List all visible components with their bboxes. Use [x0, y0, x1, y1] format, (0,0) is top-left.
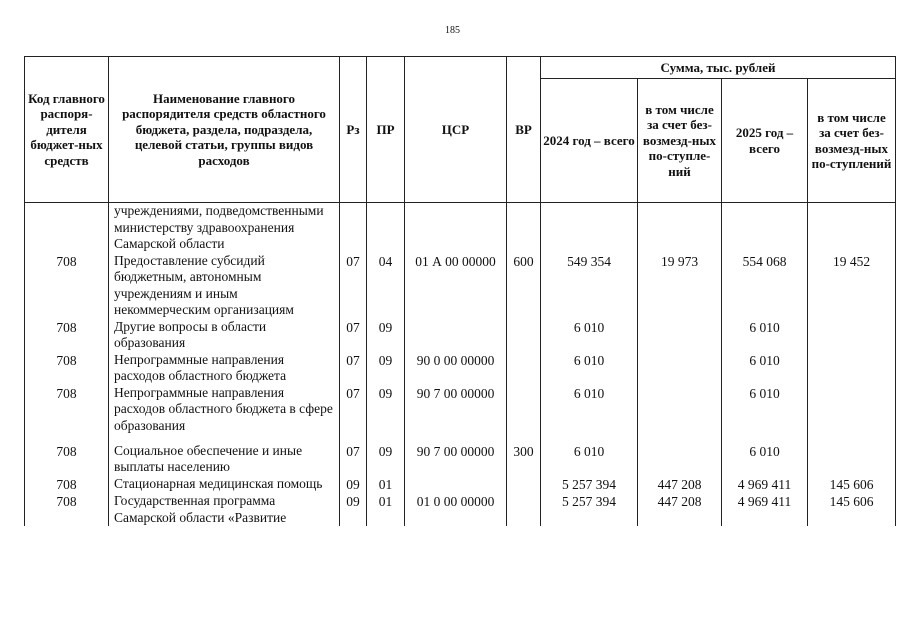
cell-vr: [507, 319, 541, 352]
header-sum-group: Сумма, тыс. рублей: [541, 57, 896, 79]
table-row: [25, 253, 896, 319]
cell-2024-total: 6 010: [541, 385, 638, 443]
header-code: Код главного распоря-дителя бюджет-ных средств: [25, 57, 109, 203]
continuation-text: учреждениями, подведомственными министерству здравоохранения Самарской области: [109, 203, 340, 253]
cell-rz: 07: [340, 443, 367, 476]
cell-vr: [507, 385, 541, 443]
header-2024-gratuitous: в том числе за счет без-возмезд-ных по-ступле-ний: [638, 79, 722, 203]
cell-2024-gratuitous: 447 208: [638, 493, 722, 526]
cell-vr: [507, 352, 541, 385]
cell-2024-gratuitous: [638, 443, 722, 476]
cell-2025-total: 6 010: [722, 443, 808, 476]
table-row: [25, 385, 896, 443]
cell-rz: 07: [340, 385, 367, 443]
cell-2024-total: 6 010: [541, 319, 638, 352]
header-vr: ВР: [507, 57, 541, 203]
cell-code: 708: [25, 443, 109, 476]
cell-csr: [405, 476, 507, 494]
cell-2024-total: 549 354: [541, 253, 638, 319]
cell-name: Стационарная медицинская помощь: [109, 476, 340, 494]
header-csr: ЦСР: [405, 57, 507, 203]
cell-2025-total: 4 969 411: [722, 476, 808, 494]
cell-code: 708: [25, 319, 109, 352]
table-header: [25, 57, 896, 203]
cell-pr: 01: [367, 493, 405, 526]
cell-csr: 01 А 00 00000: [405, 253, 507, 319]
cell-rz: 09: [340, 493, 367, 526]
cell-2024-total: 6 010: [541, 443, 638, 476]
cell-2024-gratuitous: [638, 352, 722, 385]
cell-2025-total: 6 010: [722, 385, 808, 443]
cell-2025-total: 6 010: [722, 319, 808, 352]
cell-2025-gratuitous: [808, 352, 896, 385]
cell-name: Государственная программа Самарской области «Развитие: [109, 493, 340, 526]
continuation-row: [25, 203, 896, 253]
cell-code: 708: [25, 493, 109, 526]
cell-vr: [507, 493, 541, 526]
cell-2025-gratuitous: [808, 319, 896, 352]
cell-pr: 09: [367, 319, 405, 352]
cell-pr: 01: [367, 476, 405, 494]
cell-csr: 01 0 00 00000: [405, 493, 507, 526]
cell-pr: 09: [367, 443, 405, 476]
cell-2024-gratuitous: [638, 385, 722, 443]
cell-2025-gratuitous: [808, 385, 896, 443]
table-row: [25, 319, 896, 352]
page-number: 185: [445, 25, 460, 36]
cell-rz: 09: [340, 476, 367, 494]
cell-rz: 07: [340, 352, 367, 385]
cell-pr: 04: [367, 253, 405, 319]
cell-csr: 90 7 00 00000: [405, 385, 507, 443]
table-row: [25, 352, 896, 385]
cell-2024-total: 5 257 394: [541, 476, 638, 494]
cell-2025-gratuitous: 145 606: [808, 476, 896, 494]
cell-name: Непрограммные направления расходов областного бюджета в сфере образования: [109, 385, 340, 443]
cell-csr: [405, 319, 507, 352]
cell-code: 708: [25, 352, 109, 385]
cell-name: Другие вопросы в области образования: [109, 319, 340, 352]
table-body: [25, 203, 896, 527]
cell-rz: 07: [340, 319, 367, 352]
cell-2024-gratuitous: [638, 319, 722, 352]
cell-2025-gratuitous: 19 452: [808, 253, 896, 319]
cell-pr: 09: [367, 385, 405, 443]
cell-code: 708: [25, 253, 109, 319]
table-row: [25, 476, 896, 494]
cell-2025-total: 4 969 411: [722, 493, 808, 526]
cell-code: 708: [25, 476, 109, 494]
cell-2025-gratuitous: [808, 443, 896, 476]
header-2025-gratuitous: в том числе за счет без-возмезд-ных по-ступлений: [808, 79, 896, 203]
cell-vr: [507, 476, 541, 494]
cell-csr: 90 7 00 00000: [405, 443, 507, 476]
cell-2024-total: 5 257 394: [541, 493, 638, 526]
header-2025-total: 2025 год – всего: [722, 79, 808, 203]
table-row: [25, 443, 896, 476]
cell-name: Непрограммные направления расходов областного бюджета: [109, 352, 340, 385]
budget-table: [24, 56, 896, 526]
cell-code: 708: [25, 385, 109, 443]
cell-2025-total: 6 010: [722, 352, 808, 385]
cell-2025-gratuitous: 145 606: [808, 493, 896, 526]
cell-pr: 09: [367, 352, 405, 385]
cell-name: Предоставление субсидий бюджетным, автономным учреждениям и иным некоммерческим организациям: [109, 253, 340, 319]
cell-2024-gratuitous: 19 973: [638, 253, 722, 319]
cell-name: Социальное обеспечение и иные выплаты населению: [109, 443, 340, 476]
cell-vr: 300: [507, 443, 541, 476]
header-rz: Рз: [340, 57, 367, 203]
cell-vr: 600: [507, 253, 541, 319]
header-name: Наименование главного распорядителя средств областного бюджета, раздела, подраздела, целевой статьи, группы видов расходов: [109, 57, 340, 203]
header-pr: ПР: [367, 57, 405, 203]
cell-2024-total: 6 010: [541, 352, 638, 385]
table-row: [25, 493, 896, 526]
cell-rz: 07: [340, 253, 367, 319]
cell-2024-gratuitous: 447 208: [638, 476, 722, 494]
header-2024-total: 2024 год – всего: [541, 79, 638, 203]
cell-csr: 90 0 00 00000: [405, 352, 507, 385]
cell-2025-total: 554 068: [722, 253, 808, 319]
